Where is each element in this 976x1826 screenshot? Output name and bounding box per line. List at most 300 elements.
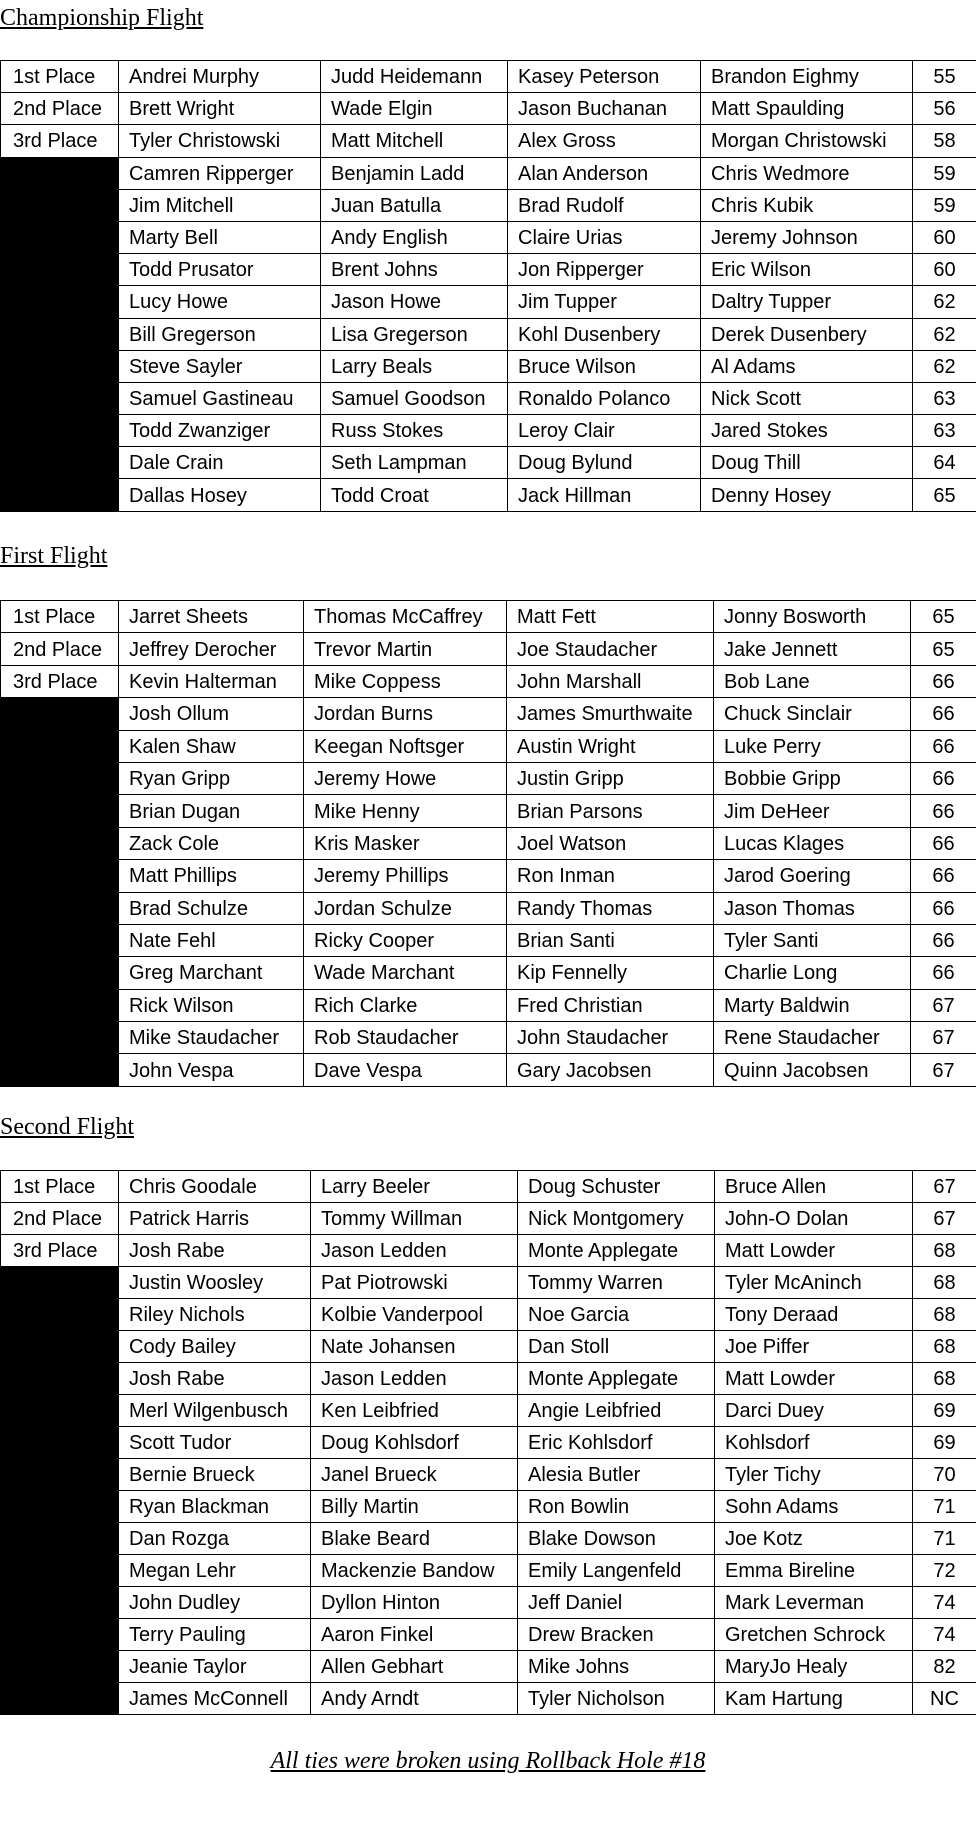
blackout-cell: [1, 1054, 119, 1086]
player-cell: Kolbie Vanderpool: [311, 1299, 518, 1331]
player-cell: Austin Wright: [507, 730, 714, 762]
score-cell: 59: [913, 189, 976, 221]
player-cell: Mackenzie Bandow: [311, 1555, 518, 1587]
score-cell: 71: [913, 1491, 976, 1523]
table-row: [1, 1395, 976, 1427]
table-row: [1, 189, 976, 221]
table-row: [1, 860, 976, 892]
player-cell: Dyllon Hinton: [311, 1587, 518, 1619]
player-cell: Kohl Dusenbery: [508, 318, 701, 350]
player-cell: Nate Johansen: [311, 1331, 518, 1363]
player-cell: Jeff Daniel: [518, 1587, 715, 1619]
player-cell: Tony Deraad: [715, 1299, 913, 1331]
place-cell: 1st Place: [1, 61, 119, 93]
flight-title: Championship Flight: [0, 5, 204, 31]
blackout-cell: [1, 1523, 119, 1555]
table-row: [1, 382, 976, 414]
blackout-cell: [1, 1427, 119, 1459]
player-cell: Jeanie Taylor: [119, 1651, 311, 1683]
score-cell: 66: [911, 860, 976, 892]
player-cell: Morgan Christowski: [701, 125, 913, 157]
player-cell: James Smurthwaite: [507, 698, 714, 730]
score-cell: 69: [913, 1395, 976, 1427]
table-row: [1, 318, 976, 350]
player-cell: Jason Buchanan: [508, 93, 701, 125]
player-cell: Scott Tudor: [119, 1427, 311, 1459]
score-cell: 66: [911, 957, 976, 989]
table-row: [1, 762, 976, 794]
player-cell: Kevin Halterman: [119, 665, 304, 697]
table-row: [1, 1491, 976, 1523]
player-cell: Allen Gebhart: [311, 1651, 518, 1683]
player-cell: Thomas McCaffrey: [304, 601, 507, 633]
player-cell: Brian Santi: [507, 924, 714, 956]
player-cell: Alesia Butler: [518, 1459, 715, 1491]
blackout-cell: [1, 1619, 119, 1651]
player-cell: Billy Martin: [311, 1491, 518, 1523]
score-cell: 65: [911, 633, 976, 665]
player-cell: Tyler Santi: [714, 924, 911, 956]
player-cell: Darci Duey: [715, 1395, 913, 1427]
table-row: [1, 1299, 976, 1331]
place-cell: 2nd Place: [1, 633, 119, 665]
score-cell: 82: [913, 1651, 976, 1683]
player-cell: Brad Schulze: [119, 892, 304, 924]
score-cell: 60: [913, 221, 976, 253]
table-row: [1, 795, 976, 827]
player-cell: Bobbie Gripp: [714, 762, 911, 794]
blackout-cell: [1, 989, 119, 1021]
player-cell: Matt Phillips: [119, 860, 304, 892]
player-cell: Eric Wilson: [701, 254, 913, 286]
player-cell: Jonny Bosworth: [714, 601, 911, 633]
player-cell: Jack Hillman: [508, 479, 701, 511]
player-cell: Justin Gripp: [507, 762, 714, 794]
score-cell: 62: [913, 318, 976, 350]
tiebreak-note: All ties were broken using Rollback Hole #18: [270, 1748, 706, 1774]
player-cell: Aaron Finkel: [311, 1619, 518, 1651]
player-cell: Drew Bracken: [518, 1619, 715, 1651]
player-cell: Randy Thomas: [507, 892, 714, 924]
blackout-cell: [1, 447, 119, 479]
player-cell: Josh Ollum: [119, 698, 304, 730]
table-row: [1, 1022, 976, 1054]
player-cell: Jeremy Howe: [304, 762, 507, 794]
table-row: [1, 730, 976, 762]
score-cell: 59: [913, 157, 976, 189]
player-cell: Chuck Sinclair: [714, 698, 911, 730]
place-cell: 1st Place: [1, 601, 119, 633]
table-row: [1, 221, 976, 253]
player-cell: Lisa Gregerson: [321, 318, 508, 350]
score-cell: 67: [913, 1203, 976, 1235]
player-cell: Jeffrey Derocher: [119, 633, 304, 665]
score-cell: 65: [913, 479, 976, 511]
player-cell: Joel Watson: [507, 827, 714, 859]
player-cell: Alex Gross: [508, 125, 701, 157]
player-cell: Denny Hosey: [701, 479, 913, 511]
table-row: [1, 1523, 976, 1555]
table-row: [1, 665, 976, 697]
score-cell: 66: [911, 827, 976, 859]
player-cell: Josh Rabe: [119, 1235, 311, 1267]
place-cell: 2nd Place: [1, 93, 119, 125]
player-cell: Larry Beals: [321, 350, 508, 382]
player-cell: Ken Leibfried: [311, 1395, 518, 1427]
player-cell: Mike Johns: [518, 1651, 715, 1683]
player-cell: Matt Mitchell: [321, 125, 508, 157]
player-cell: Tyler McAninch: [715, 1267, 913, 1299]
player-cell: Mike Henny: [304, 795, 507, 827]
player-cell: Jarod Goering: [714, 860, 911, 892]
player-cell: Samuel Gastineau: [119, 382, 321, 414]
blackout-cell: [1, 1459, 119, 1491]
player-cell: Alan Anderson: [508, 157, 701, 189]
player-cell: Patrick Harris: [119, 1203, 311, 1235]
player-cell: Josh Rabe: [119, 1363, 311, 1395]
score-cell: 63: [913, 415, 976, 447]
player-cell: Doug Schuster: [518, 1171, 715, 1203]
blackout-cell: [1, 254, 119, 286]
player-cell: Lucy Howe: [119, 286, 321, 318]
score-cell: 69: [913, 1427, 976, 1459]
player-cell: Jim Mitchell: [119, 189, 321, 221]
blackout-cell: [1, 762, 119, 794]
player-cell: Steve Sayler: [119, 350, 321, 382]
player-cell: Jarret Sheets: [119, 601, 304, 633]
player-cell: John Vespa: [119, 1054, 304, 1086]
player-cell: Jordan Burns: [304, 698, 507, 730]
player-cell: Doug Kohlsdorf: [311, 1427, 518, 1459]
player-cell: Derek Dusenbery: [701, 318, 913, 350]
table-row: [1, 1331, 976, 1363]
player-cell: Bernie Brueck: [119, 1459, 311, 1491]
blackout-cell: [1, 860, 119, 892]
table-row: [1, 1555, 976, 1587]
player-cell: Rich Clarke: [304, 989, 507, 1021]
blackout-cell: [1, 1555, 119, 1587]
player-cell: Jeremy Phillips: [304, 860, 507, 892]
table-row: [1, 1619, 976, 1651]
player-cell: Matt Fett: [507, 601, 714, 633]
table-row: [1, 601, 976, 633]
player-cell: Kohlsdorf: [715, 1427, 913, 1459]
player-cell: Brian Parsons: [507, 795, 714, 827]
player-cell: Matt Lowder: [715, 1235, 913, 1267]
player-cell: Riley Nichols: [119, 1299, 311, 1331]
player-cell: Dallas Hosey: [119, 479, 321, 511]
score-cell: NC: [913, 1683, 976, 1715]
score-cell: 74: [913, 1619, 976, 1651]
player-cell: Larry Beeler: [311, 1171, 518, 1203]
flight-table: [0, 60, 976, 512]
table-row: [1, 157, 976, 189]
player-cell: Jason Thomas: [714, 892, 911, 924]
player-cell: Noe Garcia: [518, 1299, 715, 1331]
player-cell: Claire Urias: [508, 221, 701, 253]
score-cell: 68: [913, 1331, 976, 1363]
score-cell: 74: [913, 1587, 976, 1619]
table-row: [1, 447, 976, 479]
player-cell: Joe Piffer: [715, 1331, 913, 1363]
blackout-cell: [1, 189, 119, 221]
table-row: [1, 827, 976, 859]
player-cell: Angie Leibfried: [518, 1395, 715, 1427]
player-cell: Gretchen Schrock: [715, 1619, 913, 1651]
score-cell: 66: [911, 762, 976, 794]
player-cell: Chris Goodale: [119, 1171, 311, 1203]
player-cell: Tyler Nicholson: [518, 1683, 715, 1715]
blackout-cell: [1, 318, 119, 350]
table-row: [1, 1427, 976, 1459]
blackout-cell: [1, 1491, 119, 1523]
player-cell: Trevor Martin: [304, 633, 507, 665]
blackout-cell: [1, 795, 119, 827]
player-cell: Keegan Noftsger: [304, 730, 507, 762]
table-row: [1, 989, 976, 1021]
player-cell: Terry Pauling: [119, 1619, 311, 1651]
player-cell: Megan Lehr: [119, 1555, 311, 1587]
table-row: [1, 698, 976, 730]
table-row: [1, 1171, 976, 1203]
player-cell: Andy English: [321, 221, 508, 253]
table-row: [1, 93, 976, 125]
player-cell: Fred Christian: [507, 989, 714, 1021]
player-cell: Bruce Allen: [715, 1171, 913, 1203]
player-cell: Joe Kotz: [715, 1523, 913, 1555]
table-row: [1, 924, 976, 956]
player-cell: Rob Staudacher: [304, 1022, 507, 1054]
blackout-cell: [1, 286, 119, 318]
blackout-cell: [1, 698, 119, 730]
player-cell: Kalen Shaw: [119, 730, 304, 762]
player-cell: Todd Zwanziger: [119, 415, 321, 447]
table-row: [1, 479, 976, 511]
player-cell: Marty Baldwin: [714, 989, 911, 1021]
player-cell: Wade Marchant: [304, 957, 507, 989]
player-cell: Jon Ripperger: [508, 254, 701, 286]
player-cell: Pat Piotrowski: [311, 1267, 518, 1299]
place-cell: 3rd Place: [1, 665, 119, 697]
table-row: [1, 415, 976, 447]
player-cell: John Dudley: [119, 1587, 311, 1619]
player-cell: Brent Johns: [321, 254, 508, 286]
score-cell: 65: [911, 601, 976, 633]
player-cell: Jim Tupper: [508, 286, 701, 318]
table-row: [1, 957, 976, 989]
player-cell: Matt Lowder: [715, 1363, 913, 1395]
player-cell: Tommy Willman: [311, 1203, 518, 1235]
blackout-cell: [1, 1395, 119, 1427]
score-cell: 68: [913, 1267, 976, 1299]
blackout-cell: [1, 1587, 119, 1619]
player-cell: Luke Perry: [714, 730, 911, 762]
blackout-cell: [1, 730, 119, 762]
player-cell: Camren Ripperger: [119, 157, 321, 189]
player-cell: Ron Bowlin: [518, 1491, 715, 1523]
player-cell: Dave Vespa: [304, 1054, 507, 1086]
player-cell: Seth Lampman: [321, 447, 508, 479]
table-row: [1, 1203, 976, 1235]
player-cell: Ryan Blackman: [119, 1491, 311, 1523]
score-cell: 55: [913, 61, 976, 93]
player-cell: Brandon Eighmy: [701, 61, 913, 93]
player-cell: Joe Staudacher: [507, 633, 714, 665]
player-cell: Zack Cole: [119, 827, 304, 859]
player-cell: James McConnell: [119, 1683, 311, 1715]
player-cell: Jeremy Johnson: [701, 221, 913, 253]
score-cell: 66: [911, 665, 976, 697]
table-row: [1, 892, 976, 924]
player-cell: Ricky Cooper: [304, 924, 507, 956]
player-cell: Ryan Gripp: [119, 762, 304, 794]
table-row: [1, 350, 976, 382]
player-cell: Jordan Schulze: [304, 892, 507, 924]
player-cell: Kam Hartung: [715, 1683, 913, 1715]
player-cell: Greg Marchant: [119, 957, 304, 989]
score-cell: 64: [913, 447, 976, 479]
blackout-cell: [1, 1683, 119, 1715]
table-row: [1, 1363, 976, 1395]
player-cell: Ron Inman: [507, 860, 714, 892]
player-cell: Bruce Wilson: [508, 350, 701, 382]
table-row: [1, 254, 976, 286]
player-cell: Chris Kubik: [701, 189, 913, 221]
blackout-cell: [1, 892, 119, 924]
player-cell: Judd Heidemann: [321, 61, 508, 93]
player-cell: Jason Howe: [321, 286, 508, 318]
table-row: [1, 1235, 976, 1267]
score-cell: 58: [913, 125, 976, 157]
player-cell: Monte Applegate: [518, 1363, 715, 1395]
player-cell: Todd Croat: [321, 479, 508, 511]
score-cell: 67: [913, 1171, 976, 1203]
player-cell: Andy Arndt: [311, 1683, 518, 1715]
player-cell: Brett Wright: [119, 93, 321, 125]
player-cell: Tommy Warren: [518, 1267, 715, 1299]
score-cell: 68: [913, 1235, 976, 1267]
player-cell: John Staudacher: [507, 1022, 714, 1054]
place-cell: 3rd Place: [1, 1235, 119, 1267]
player-cell: Todd Prusator: [119, 254, 321, 286]
player-cell: Kasey Peterson: [508, 61, 701, 93]
player-cell: Rick Wilson: [119, 989, 304, 1021]
player-cell: John-O Dolan: [715, 1203, 913, 1235]
table-row: [1, 633, 976, 665]
table-row: [1, 1587, 976, 1619]
player-cell: Emily Langenfeld: [518, 1555, 715, 1587]
flight-table: [0, 600, 976, 1087]
score-cell: 56: [913, 93, 976, 125]
player-cell: Lucas Klages: [714, 827, 911, 859]
player-cell: Leroy Clair: [508, 415, 701, 447]
player-cell: Jason Ledden: [311, 1363, 518, 1395]
player-cell: Emma Bireline: [715, 1555, 913, 1587]
blackout-cell: [1, 957, 119, 989]
player-cell: Samuel Goodson: [321, 382, 508, 414]
player-cell: Justin Woosley: [119, 1267, 311, 1299]
score-cell: 62: [913, 286, 976, 318]
score-cell: 66: [911, 924, 976, 956]
player-cell: Bob Lane: [714, 665, 911, 697]
player-cell: Doug Bylund: [508, 447, 701, 479]
table-row: [1, 1459, 976, 1491]
blackout-cell: [1, 221, 119, 253]
blackout-cell: [1, 479, 119, 511]
score-cell: 72: [913, 1555, 976, 1587]
score-cell: 68: [913, 1299, 976, 1331]
player-cell: Eric Kohlsdorf: [518, 1427, 715, 1459]
player-cell: Wade Elgin: [321, 93, 508, 125]
player-cell: Kris Masker: [304, 827, 507, 859]
score-cell: 67: [911, 1022, 976, 1054]
blackout-cell: [1, 1363, 119, 1395]
player-cell: Tyler Christowski: [119, 125, 321, 157]
player-cell: Jim DeHeer: [714, 795, 911, 827]
player-cell: Mike Coppess: [304, 665, 507, 697]
player-cell: Nick Montgomery: [518, 1203, 715, 1235]
player-cell: Blake Beard: [311, 1523, 518, 1555]
player-cell: Dan Rozga: [119, 1523, 311, 1555]
player-cell: Juan Batulla: [321, 189, 508, 221]
table-row: [1, 125, 976, 157]
place-cell: 2nd Place: [1, 1203, 119, 1235]
blackout-cell: [1, 157, 119, 189]
player-cell: Jason Ledden: [311, 1235, 518, 1267]
table-row: [1, 61, 976, 93]
player-cell: Dale Crain: [119, 447, 321, 479]
player-cell: Andrei Murphy: [119, 61, 321, 93]
player-cell: Mark Leverman: [715, 1587, 913, 1619]
score-cell: 66: [911, 698, 976, 730]
player-cell: Bill Gregerson: [119, 318, 321, 350]
player-cell: Daltry Tupper: [701, 286, 913, 318]
player-cell: Monte Applegate: [518, 1235, 715, 1267]
player-cell: Doug Thill: [701, 447, 913, 479]
player-cell: Nick Scott: [701, 382, 913, 414]
blackout-cell: [1, 1651, 119, 1683]
blackout-cell: [1, 1267, 119, 1299]
blackout-cell: [1, 1299, 119, 1331]
player-cell: Sohn Adams: [715, 1491, 913, 1523]
player-cell: Quinn Jacobsen: [714, 1054, 911, 1086]
flight-title: First Flight: [0, 543, 108, 569]
score-cell: 62: [913, 350, 976, 382]
player-cell: Janel Brueck: [311, 1459, 518, 1491]
blackout-cell: [1, 1331, 119, 1363]
flight-table: [0, 1170, 976, 1715]
blackout-cell: [1, 924, 119, 956]
player-cell: Chris Wedmore: [701, 157, 913, 189]
place-cell: 1st Place: [1, 1171, 119, 1203]
blackout-cell: [1, 415, 119, 447]
score-cell: 66: [911, 892, 976, 924]
table-row: [1, 1651, 976, 1683]
place-cell: 3rd Place: [1, 125, 119, 157]
player-cell: Russ Stokes: [321, 415, 508, 447]
blackout-cell: [1, 827, 119, 859]
player-cell: MaryJo Healy: [715, 1651, 913, 1683]
table-row: [1, 1054, 976, 1086]
player-cell: Marty Bell: [119, 221, 321, 253]
player-cell: Jared Stokes: [701, 415, 913, 447]
score-cell: 67: [911, 989, 976, 1021]
score-cell: 70: [913, 1459, 976, 1491]
table-row: [1, 1683, 976, 1715]
blackout-cell: [1, 1022, 119, 1054]
player-cell: Gary Jacobsen: [507, 1054, 714, 1086]
player-cell: Cody Bailey: [119, 1331, 311, 1363]
